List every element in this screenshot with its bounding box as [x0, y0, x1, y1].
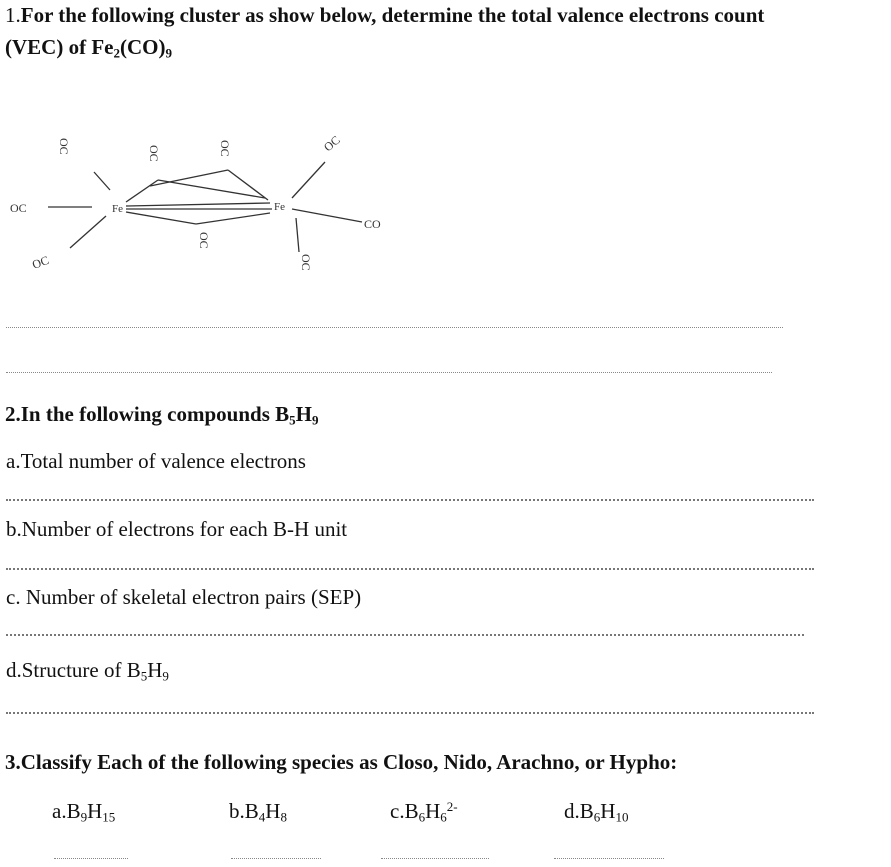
- q2-d-subscript: 9: [162, 668, 169, 684]
- question-3-text: Classify Each of the following species as Closo, Nido, Arachno, or Hypho:: [20, 750, 678, 774]
- species-b: [229, 798, 287, 824]
- q2-subscript: 9: [312, 412, 319, 428]
- q2-d-subscript: 5: [140, 668, 148, 684]
- bridge-bond: [126, 212, 196, 224]
- co-ligand-label: OC: [57, 138, 71, 155]
- species-h: H: [600, 799, 616, 823]
- species-subscript: 6: [418, 809, 426, 825]
- species-subscript: 6: [440, 809, 447, 825]
- species-h: H: [87, 799, 103, 823]
- species-subscript: 10: [615, 809, 629, 825]
- q2-item-b: b.Number of electrons for each B-H unit: [6, 517, 348, 541]
- co-ligand-label: OC: [197, 232, 211, 249]
- answer-line-q2-c[interactable]: [6, 634, 804, 636]
- bond-line: [292, 162, 325, 198]
- bridge-bond: [150, 170, 228, 186]
- q2-title-h: H: [295, 402, 313, 426]
- species-c: [390, 798, 458, 824]
- vec-text: (VEC) of Fe: [5, 35, 114, 59]
- answer-line-species-d[interactable]: [554, 858, 664, 859]
- answer-line-q1-2[interactable]: [6, 372, 772, 373]
- species-subscript: 6: [593, 809, 601, 825]
- answer-line-species-c[interactable]: [381, 858, 489, 859]
- fe-fe-bond: [126, 203, 270, 206]
- question-1-line1: For the following cluster as show below, determine the total valence electrons count: [20, 3, 765, 27]
- bridge-bond: [196, 213, 270, 224]
- co-ligand-label: OC: [299, 254, 313, 271]
- answer-line-q2-b[interactable]: [6, 568, 814, 570]
- q2-title-text: 2.In the following compounds B: [5, 402, 290, 426]
- species-a: [52, 798, 115, 824]
- q2-d-h: H: [147, 658, 163, 682]
- species-charge: 2-: [446, 798, 458, 814]
- answer-line-q2-a[interactable]: [6, 499, 814, 501]
- species-subscript: 8: [280, 809, 287, 825]
- question-1-title: [5, 2, 764, 28]
- q2-item-d: [6, 657, 169, 683]
- bridge-bond: [126, 180, 158, 202]
- species-prefix: c.B: [390, 799, 419, 823]
- species-h: H: [265, 799, 281, 823]
- answer-line-q2-d[interactable]: [6, 712, 814, 714]
- q2-d-text: d.Structure of B: [6, 658, 141, 682]
- co-ligand-label: CO: [364, 217, 381, 231]
- bond-line: [94, 172, 110, 190]
- question-2-title: [5, 401, 319, 427]
- fe-atom-left: Fe: [112, 203, 123, 215]
- co-text: (CO): [119, 35, 166, 59]
- q2-subscript: 5: [289, 412, 296, 428]
- species-subscript: 9: [80, 809, 88, 825]
- bond-line: [70, 216, 106, 248]
- species-d: [564, 798, 628, 824]
- species-subscript: 4: [258, 809, 266, 825]
- co-ligand-label: OC: [320, 132, 343, 155]
- answer-line-q1-1[interactable]: [6, 327, 783, 328]
- fe-subscript: 2: [113, 45, 120, 61]
- bond-line: [296, 218, 299, 252]
- q2-item-a: a.Total number of valence electrons: [6, 449, 306, 473]
- bridge-bond: [158, 180, 265, 198]
- answer-line-species-a[interactable]: [54, 858, 128, 859]
- co-ligand-label: OC: [10, 201, 27, 215]
- question-3-title: [5, 749, 677, 775]
- question-1-title-line2: [5, 34, 172, 60]
- co-ligand-label: OC: [147, 145, 161, 162]
- species-h: H: [425, 799, 441, 823]
- species-prefix: b.B: [229, 799, 259, 823]
- co-ligand-label: OC: [30, 252, 51, 272]
- answer-line-species-b[interactable]: [231, 858, 321, 859]
- co-ligand-label: OC: [218, 140, 232, 157]
- fe-atom-right: Fe: [274, 201, 285, 213]
- question-3-number: 3.: [5, 750, 21, 774]
- fe2co9-structure-diagram: [0, 120, 430, 300]
- question-1-number: 1.: [5, 3, 21, 27]
- q2-item-c: c. Number of skeletal electron pairs (SEP): [6, 585, 362, 609]
- co-subscript: 9: [165, 45, 172, 61]
- bond-line: [292, 209, 362, 222]
- species-prefix: a.B: [52, 799, 81, 823]
- species-prefix: d.B: [564, 799, 594, 823]
- species-subscript: 15: [102, 809, 116, 825]
